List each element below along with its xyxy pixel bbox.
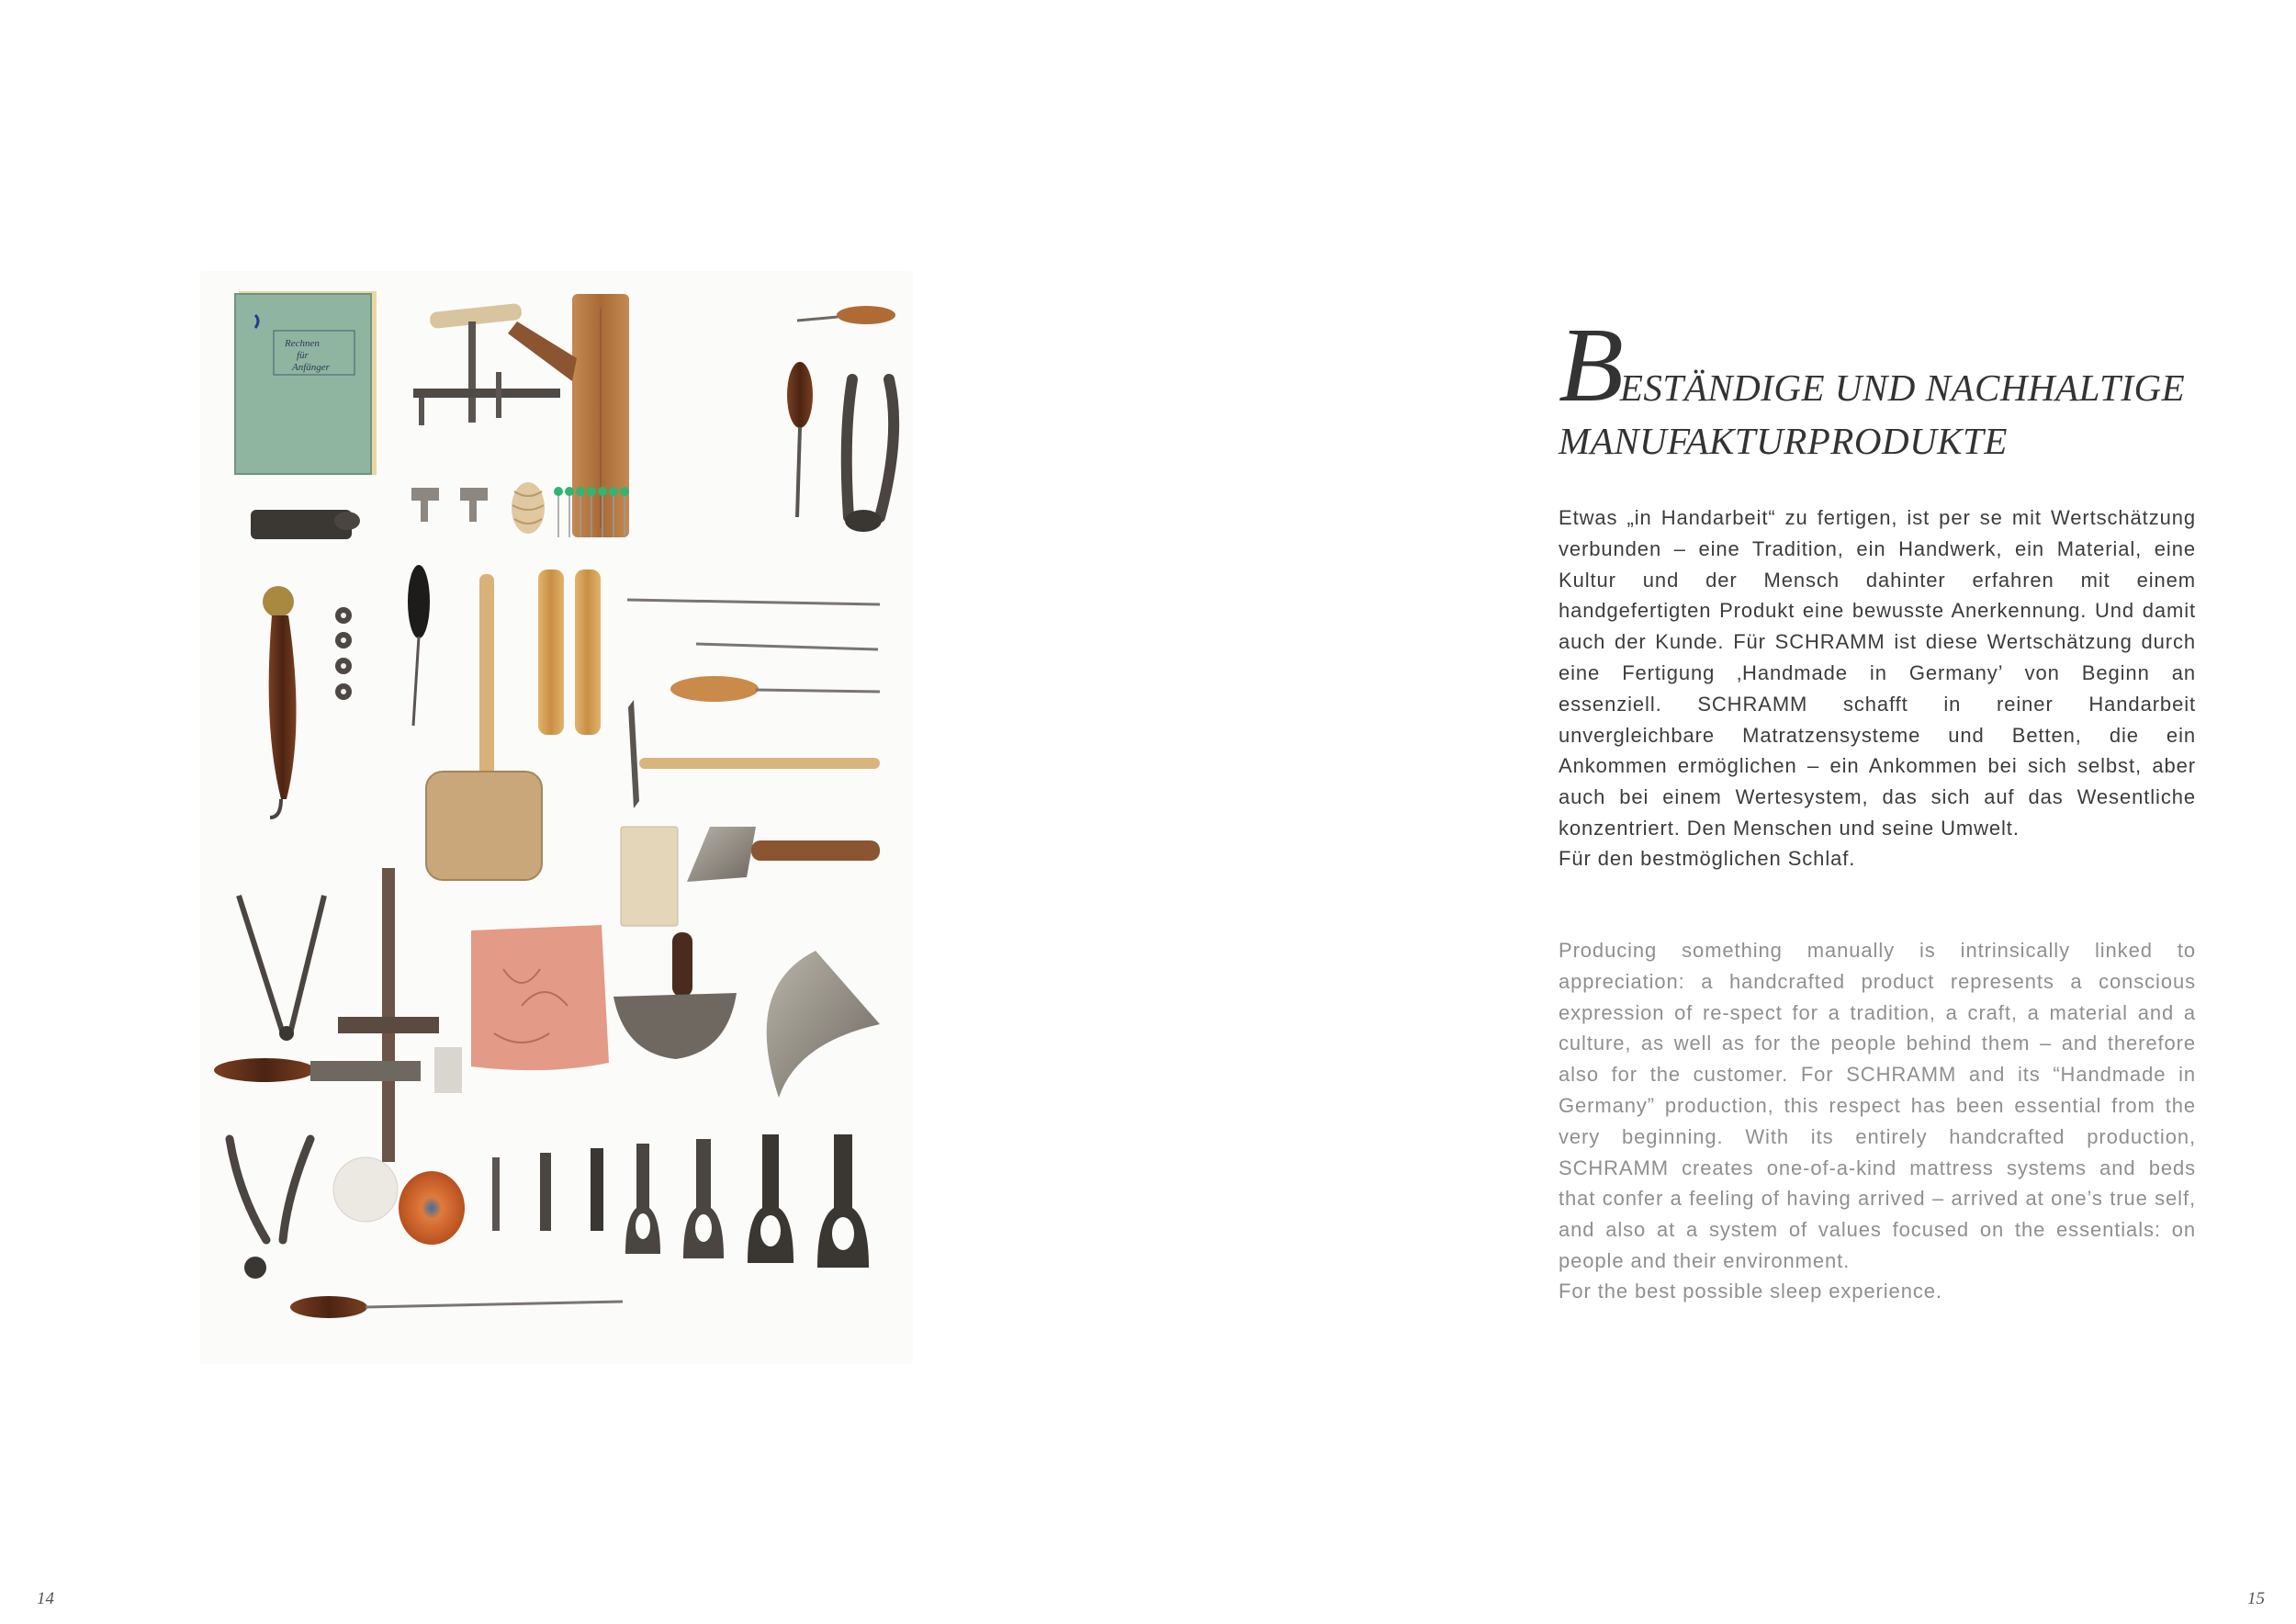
german-closing: Für den bestmöglichen Schlaf. (1559, 847, 1856, 870)
compass (239, 896, 324, 1041)
punch-pliers (230, 1139, 310, 1279)
hole-punches (625, 1134, 869, 1268)
headline-line-2: MANUFAKTURPRODUKTE (1559, 420, 2008, 462)
thread-spool (333, 1157, 465, 1245)
small-plane (251, 510, 360, 539)
notebook-label-3: Anfänger (292, 362, 330, 373)
english-body: Producing something manually is intrinsically linked to appreciation: a handcrafted product represents a conscious expression of re-spect for a tradition, a craft, a material and a culture, as well as for the people behind them – and therefore also for the customer. For SCHRAMM and its “Handmade in Germany” production, this respect has been essential from the very beginning. With its entirely handcrafted production, SCHRAMM creates one-of-a-kind mattress systems and beds that confer a feeling of having arrived – arrived at one’s true self, and also at a system of values focused on the essentials: on people and their environment. (1559, 939, 2196, 1272)
whetstone (621, 827, 678, 926)
leather-swatch (471, 925, 609, 1070)
wooden-handles (538, 570, 601, 735)
clamps (411, 488, 488, 522)
notebook-label-2: für (297, 350, 309, 361)
round-knife (687, 827, 880, 882)
english-closing: For the best possible sleep experience. (1559, 1280, 1942, 1303)
twine-spool (512, 482, 545, 534)
pin-hammer (628, 700, 880, 808)
awl-top-right (797, 306, 895, 324)
small-punches (492, 1148, 603, 1231)
notebook (235, 291, 377, 475)
half-moon-knife (613, 932, 737, 1059)
tools-illustration (200, 271, 913, 1364)
page-number-left: 14 (37, 1589, 54, 1608)
t-handle-drill (413, 303, 560, 425)
mallet (426, 574, 542, 880)
rivets (335, 607, 352, 700)
headline (1559, 307, 2211, 462)
long-awl (290, 1296, 623, 1318)
marking-gauge (214, 868, 462, 1162)
head-knife (767, 951, 880, 1098)
long-needles (627, 600, 880, 649)
awl-middle (670, 676, 880, 702)
tools-photo (200, 271, 913, 1364)
thin-awl (408, 565, 430, 726)
headline-line-1 (1559, 307, 2186, 424)
german-body: Etwas „in Handarbeit“ zu fertigen, ist per se mit Wertschätzung verbunden – eine Tradition, ein Handwerk, ein Material, eine Kultur und der Mensch dahinter erfahren mit einem handgefertigten Produkt eine bewusste Anerkennung. Und damit auch der Kunde. Für SCHRAMM ist diese Wertschätzung durch eine Fertigung ‚Handmade in Germany’ von Beginn an essenziell. SCHRAMM schafft in reiner Handarbeit unvergleichbare Matratzensysteme und Betten, die ein Ankommen ermöglichen – ein Ankommen bei sich selbst, aber auch bei einem Wertesystem, das sich auf das Wesentliche konzentriert. Den Menschen und seine Umwelt. (1559, 506, 2196, 840)
pliers (845, 379, 894, 532)
awl-with-handle (787, 362, 813, 517)
drop-cap: B (1559, 307, 1620, 424)
brass-knob-tool (263, 586, 297, 818)
headline-line-1-rest: ESTÄNDIGE UND NACHHALTIGE (1619, 367, 2186, 409)
notebook-label-1: Rechnen (285, 338, 320, 349)
page-number-right: 15 (2247, 1589, 2265, 1608)
